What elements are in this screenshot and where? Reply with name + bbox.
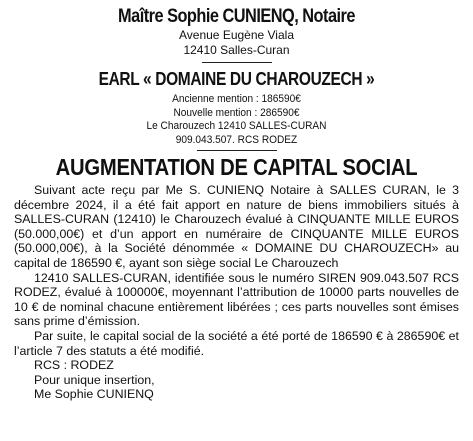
notary-name: Maître Sophie CUNIENQ, Notaire: [118, 6, 355, 27]
notary-header: [14, 6, 459, 58]
notice-headline: AUGMENTATION DE CAPITAL SOCIAL: [55, 154, 418, 180]
mention-line: Le Charouzech 12410 SALLES-CURAN: [146, 120, 327, 132]
closing-block: [14, 358, 459, 402]
mention-line: 909.043.507. RCS RODEZ: [175, 133, 298, 146]
separator-rule: [202, 62, 272, 63]
notice-body: [14, 183, 459, 358]
notary-city: 12410 Salles-Curan: [183, 43, 290, 57]
body-paragraph: Suivant acte reçu par Me S. CUNIENQ Notaire à SALLES CURAN, le 3 décembre 2024, il a été fait apport en nature de biens immobiliers situés à SALLES-CURAN (12410) le Charouzech évalué à CINQUANTE MILLE EUROS (50.000,00€) et d’un apport en numéraire de CINQUANTE MILLE EUROS (50.000,00€), à la Société dénommée « DOMAINE DU CHAROUZECH» au capital de 186590 €, ayant son siège social Le Charouzech: [14, 183, 459, 270]
body-paragraph: Par suite, le capital social de la société a été porté de 186590 € à 286590€ et l’article 7 des statuts a été modifié.: [14, 328, 459, 358]
closing-signature: Me Sophie CUNIENQ: [34, 387, 154, 402]
company-title: EARL « DOMAINE DU CHAROUZECH »: [98, 69, 375, 89]
mention-line: Ancienne mention : 186590€: [172, 93, 301, 105]
body-paragraph: 12410 SALLES-CURAN, identifiée sous le numéro SIREN 909.043.507 RCS RODEZ, évalué à 100000€, moyennant l’attribution de 10000 parts nouvelles de 10 € de nominal chacune entièrement libérées ; ces parts nouvelles sont émises sans prime d’émission.: [14, 270, 459, 329]
separator-rule: [197, 150, 277, 151]
mention-line: Nouvelle mention : 286590€: [173, 106, 300, 119]
notary-street: Avenue Eugène Viala: [179, 28, 294, 42]
closing-insertion: Pour unique insertion,: [34, 372, 155, 387]
closing-rcs: RCS : RODEZ: [34, 358, 114, 373]
company-block: [14, 68, 459, 147]
